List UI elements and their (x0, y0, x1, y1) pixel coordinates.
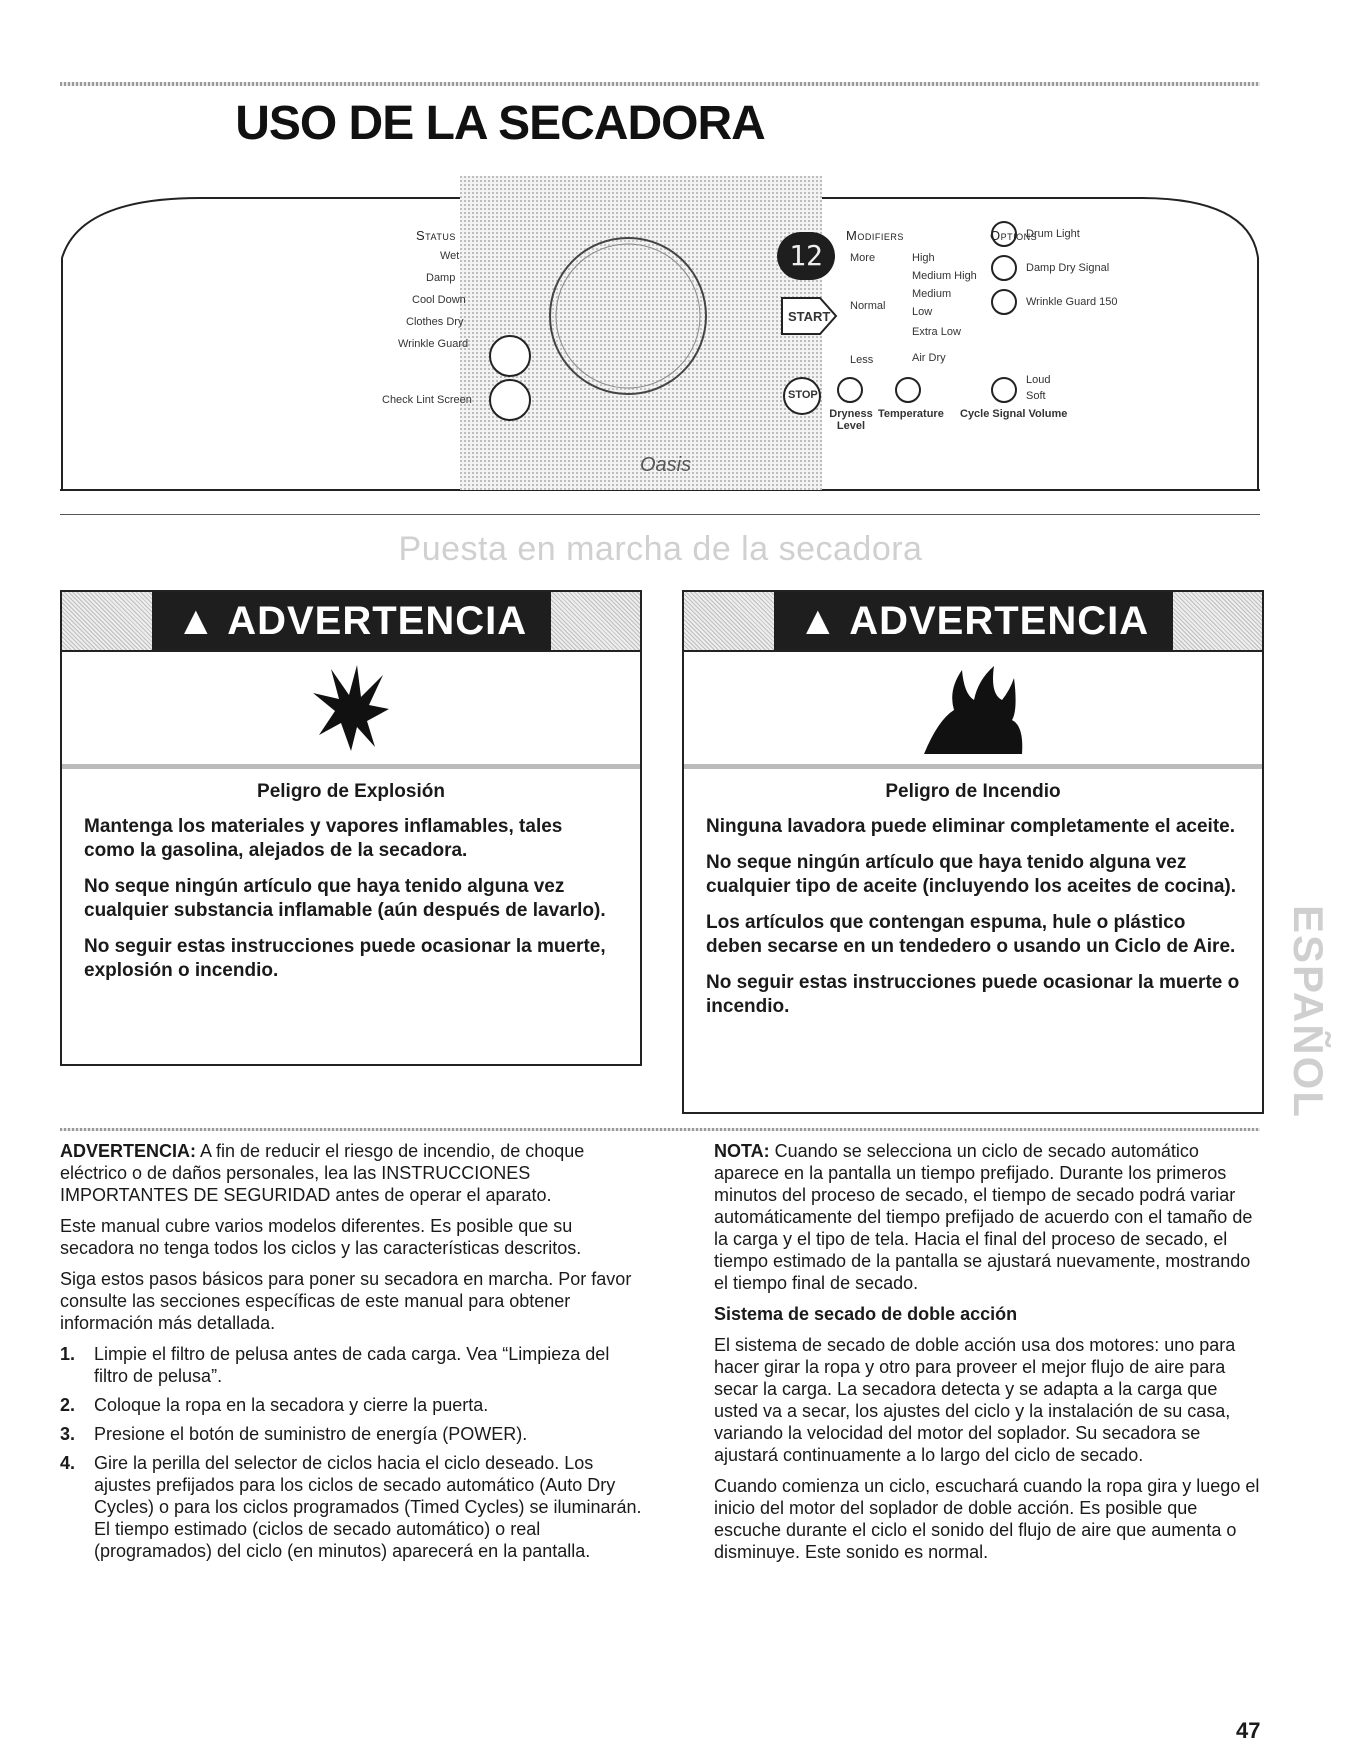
fire-icon (684, 652, 1262, 769)
status-heading: Status (416, 228, 456, 243)
temperature-button[interactable]: Temperature (878, 408, 944, 420)
check-lint-label: Check Lint Screen (382, 394, 472, 406)
volume-level: Soft (1026, 390, 1046, 402)
status-item: Wrinkle Guard (398, 338, 469, 350)
language-side-tab: ESPAÑOL (1285, 905, 1332, 1119)
cycle-signal-volume-button[interactable]: Cycle Signal Volume (960, 408, 1068, 420)
list-item: 3. Presione el botón de suministro de energía (POWER). (60, 1424, 528, 1444)
warning-paragraph: No seque ningún artículo que haya tenido alguna vez cualquier substancia inflamable (aún después de lavarlo). (84, 876, 606, 921)
right-column (714, 1140, 1260, 1572)
warning-paragraph: No seguir estas instrucciones puede ocasionar la muerte, explosión o incendio. (84, 936, 606, 981)
list-item: 1. Limpie el filtro de pelusa antes de cada carga. Vea “Limpieza del filtro de pelusa”. (60, 1344, 610, 1386)
modifiers-heading: Modifiers (846, 228, 904, 243)
page-title: USO DE LA SECADORA (235, 97, 765, 150)
warning-header-label: ▲ ADVERTENCIA (152, 592, 551, 650)
paragraph: Siga estos pasos básicos para poner su secadora en marcha. Por favor consulte las secciones específicas de este manual para obtener información más detallada. (60, 1269, 632, 1333)
option-damp-dry-signal[interactable]: Damp Dry Signal (1026, 262, 1110, 274)
temperature-level: Air Dry (912, 352, 946, 364)
dryness-level: Less (850, 354, 874, 366)
dryness-level-button[interactable]: Dryness Level (829, 408, 873, 432)
warning-title: Peligro de Explosión (257, 781, 445, 802)
safety-warning-paragraph: ADVERTENCIA: A fin de reducir el riesgo de incendio, de choque eléctrico o de daños personales, lea las INSTRUCCIONES IMPORTANTES DE SEGURIDAD antes de operar el aparato. (60, 1141, 585, 1205)
status-item: Clothes Dry (406, 316, 464, 328)
brand-logo: Oasis (640, 454, 692, 476)
status-item: Cool Down (412, 294, 466, 306)
steps-list (60, 1343, 642, 1562)
warning-paragraph: No seque ningún artículo que haya tenido alguna vez cualquier tipo de aceite (incluyendo los aceites de cocina). (706, 852, 1237, 897)
temperature-level: Low (912, 306, 933, 318)
top-dotted-rule (60, 82, 1260, 86)
control-panel-illustration (60, 168, 1260, 492)
warning-box-explosion (60, 590, 642, 1066)
warning-paragraph: Los artículos que contengan espuma, hule o plástico deben secarse en un tendedero o usando un Ciclo de Aire. (706, 912, 1236, 957)
section-subtitle: Puesta en marcha de la secadora (398, 530, 923, 568)
paragraph: Este manual cubre varios modelos diferentes. Es posible que su secadora no tenga todos los ciclos y las características descritos. (60, 1216, 582, 1258)
section-heading: Sistema de secado de doble acción (714, 1304, 1018, 1324)
explosion-icon (62, 652, 640, 769)
left-column (60, 1140, 642, 1569)
status-item: Damp (426, 272, 456, 284)
section-rule (60, 514, 1260, 515)
dryness-level: More (850, 252, 876, 264)
option-wrinkle-guard[interactable]: Wrinkle Guard 150 (1026, 296, 1118, 308)
temperature-level: High (912, 252, 935, 264)
time-display: 12 (777, 232, 835, 280)
dryness-level: Normal (850, 300, 886, 312)
stop-button[interactable]: STOP (788, 389, 818, 401)
warning-header-label: ▲ ADVERTENCIA (774, 592, 1173, 650)
temperature-level: Medium High (912, 270, 977, 282)
warning-title: Peligro de Incendio (885, 781, 1061, 802)
panel-outline (60, 168, 1260, 492)
warning-header (684, 592, 1262, 652)
list-item: 2. Coloque la ropa en la secadora y cierre la puerta. (60, 1395, 489, 1415)
warning-box-fire (682, 590, 1264, 1114)
body-dotted-rule (60, 1128, 1260, 1131)
warning-paragraph: No seguir estas instrucciones puede ocasionar la muerte o incendio. (706, 972, 1240, 1017)
temperature-level: Extra Low (912, 326, 961, 338)
status-item: Wet (440, 250, 460, 262)
temperature-level: Medium (912, 288, 952, 300)
warning-paragraph: Mantenga los materiales y vapores inflamables, tales como la gasolina, alejados de la secadora. (84, 816, 563, 861)
warning-header (62, 592, 640, 652)
note-paragraph: NOTA: Cuando se selecciona un ciclo de secado automático aparece en la pantalla un tiempo prefijado. Durante los primeros minutos del proceso de secado, el tiempo de secado podrá variar automáticamente del tiempo prefijado de acuerdo con el tamaño de la carga y el tipo de tela. Hacia el final del proceso de secado, el tiempo estimado de la pantalla se ajustará nuevamente, mostrando el tiempo final de secado. (714, 1141, 1253, 1293)
volume-level: Loud (1026, 374, 1051, 386)
paragraph: Cuando comienza un ciclo, escuchará cuando la ropa gira y luego el inicio del motor del soplador de doble acción. Es posible que escuche durante el ciclo el sonido del flujo de aire que aumenta o disminuye. Este sonido es normal. (714, 1476, 1260, 1562)
warning-paragraph: Ninguna lavadora puede eliminar completamente el aceite. (706, 816, 1236, 837)
paragraph: El sistema de secado de doble acción usa dos motores: uno para hacer girar la ropa y otro para proveer el mejor flujo de aire para secar la carga. La secadora detecta y se adapta a la carga que usted va a secar, los ajustes del ciclo y la instalación de su casa, variando la velocidad del motor del soplador. Su secadora se ajustará continuamente a lo largo del ciclo de secado. (714, 1335, 1236, 1465)
page-number: 47 (1236, 1718, 1261, 1743)
list-item: 4. Gire la perilla del selector de ciclos hacia el ciclo deseado. Los ajustes prefijados para los ciclos de secado automático (Auto Dry Cycles) o para los ciclos programados (Timed Cycles) se iluminarán. El tiempo estimado (ciclos de secado automático) o real (programados) del ciclo (en minutos) aparecerá en la pantalla. (60, 1453, 642, 1561)
start-button[interactable]: START (788, 309, 831, 324)
option-drum-light[interactable]: Drum Light (1026, 228, 1080, 240)
options-heading: Options (990, 228, 1038, 243)
